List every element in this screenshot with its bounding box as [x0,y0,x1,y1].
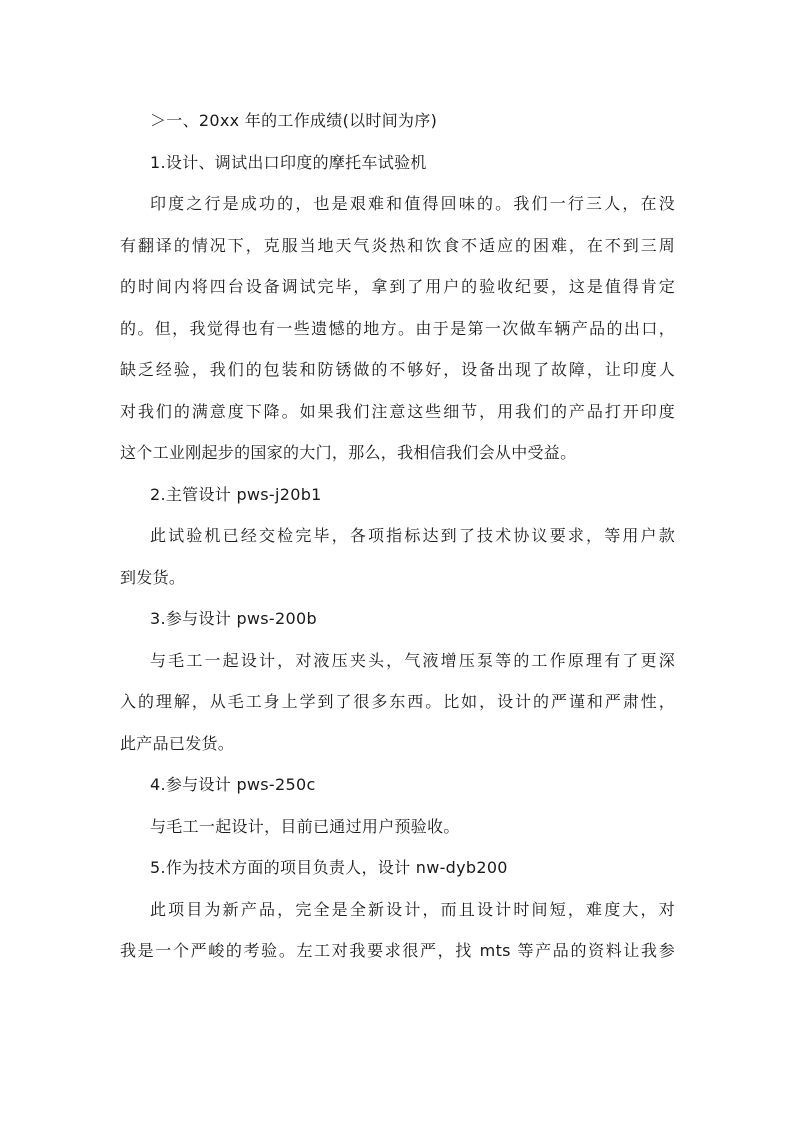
item-heading-2: 2.主管设计 pws-j20b1 [150,484,322,504]
paragraph-line: 对我们的满意度下降。如果我们注意这些细节，用我们的产品打开印度 [120,401,675,421]
section-heading: ＞一、20xx 年的工作成绩(以时间为序) [150,111,438,130]
paragraph-line: 有翻译的情况下，克服当地天气炎热和饮食不适应的困难，在不到三周 [120,235,675,255]
paragraph-line: 这个工业刚起步的国家的大门，那么，我相信我们会从中受益。 [120,443,577,462]
paragraph-line: 此试验机已经交检完毕，各项指标达到了技术协议要求，等用户款 [150,526,675,545]
paragraph-line: 与毛工一起设计，对液压夹头，气液增压泵等的工作原理有了更深 [150,650,675,670]
item-heading-1: 1.设计、调试出口印度的摩托车试验机 [150,152,427,172]
paragraph-line: 此产品已发货。 [120,733,235,753]
paragraph-line: 缺乏经验，我们的包装和防锈做的不够好，设备出现了故障，让印度人 [120,360,675,379]
item-heading-5: 5.作为技术方面的项目负责人，设计 nw-dyb200 [150,858,508,877]
paragraph-line: 的。但，我觉得也有一些遗憾的地方。由于是第一次做车辆产品的出口， [120,318,675,338]
document-body [120,100,675,972]
paragraph-line: 与毛工一起设计，目前已通过用户预验收。 [150,816,460,836]
paragraph-line: 我是一个严峻的考验。左工对我要求很严，找 mts 等产品的资料让我参 [120,941,675,960]
paragraph-line: 的时间内将四台设备调试完毕，拿到了用户的验收纪要，这是值得肯定 [120,277,675,296]
paragraph-line: 入的理解，从毛工身上学到了很多东西。比如，设计的严谨和严肃性， [120,692,675,711]
item-heading-4: 4.参与设计 pws-250c [150,775,316,794]
paragraph-line: 此项目为新产品，完全是全新设计，而且设计时间短，难度大，对 [150,899,675,919]
paragraph-line: 到发货。 [120,567,186,587]
item-heading-3: 3.参与设计 pws-200b [150,609,317,628]
paragraph-line: 印度之行是成功的，也是艰难和值得回味的。我们一行三人，在没 [150,194,675,213]
